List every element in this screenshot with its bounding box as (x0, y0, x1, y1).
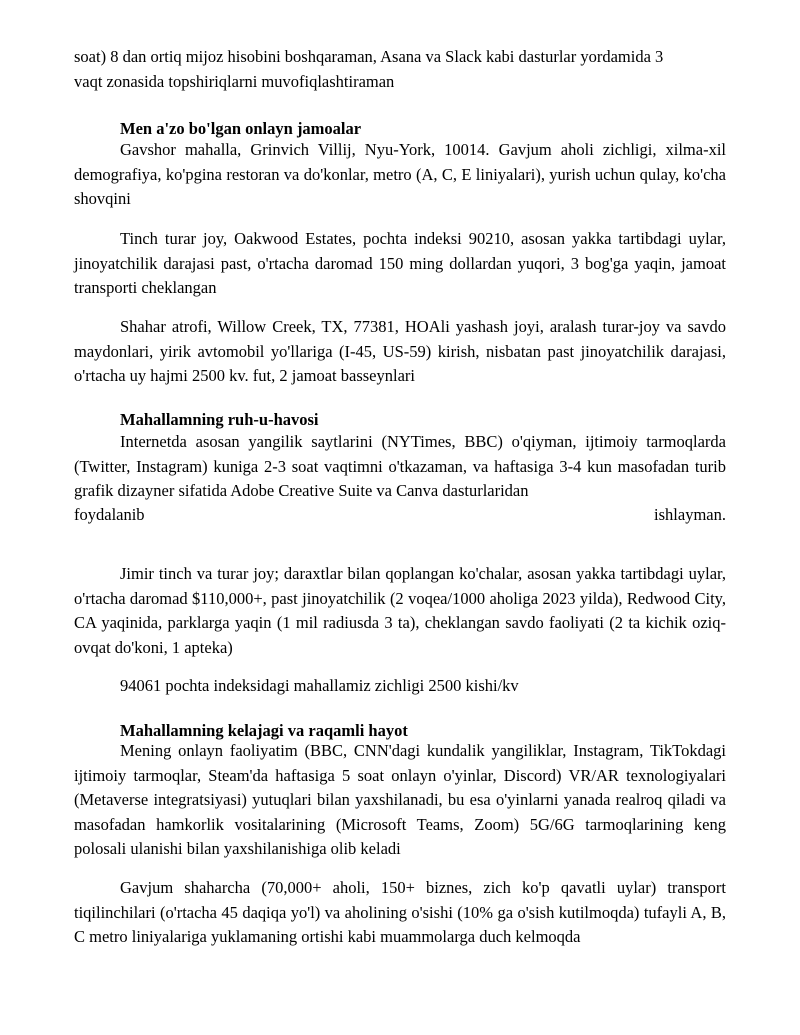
section-heading-neighborhood-vibe: Mahallamning ruh-u-havosi (120, 410, 319, 429)
last-line-left: foydalanib (74, 505, 145, 524)
paragraph-line: soat) 8 dan ortiq mijoz hisobini boshqaraman, Asana va Slack kabi dasturlar yordamida 3 (74, 47, 664, 66)
section-heading-future-digital-life: Mahallamning kelajagi va raqamli hayot (120, 721, 408, 740)
paragraph-willow-creek: Shahar atrofi, Willow Creek, TX, 77381, HOAli yashash joyi, aralash turar-joy va savdo maydonlari, yirik avtomobil yo'llariga (I-45, US-59) kirish, nisbatan past jinoyatchilik darajasi, o'rtacha uy hajmi 2500 kv. fut, 2 jamoat basseynlari (74, 317, 726, 385)
paragraph-online-future: Mening onlayn faoliyatim (BBC, CNN'dagi kundalik yangiliklar, Instagram, TikTokdagi ijtimoiy tarmoqlar, Steam'da haftasiga 5 soat onlayn o'yinlar, Discord) VR/AR texnologiyalari (Metaverse integratsiyasi) yutuqlari bilan yaxshilanadi, bu esa o'yinlarni yanada realroq qiladi va masofadan hamkorlik vositalarining (Microsoft Teams, Zoom) 5G/6G tarmoqlarining keng polosali ulanishi bilan yaxshilanishiga olib keladi (74, 741, 726, 858)
section-heading-online-communities: Men a'zo bo'lgan onlayn jamoalar (120, 119, 362, 138)
paragraph-continuation (74, 45, 726, 94)
paragraph-density: 94061 pochta indeksidagi mahallamiz zichligi 2500 kishi/kv (120, 676, 519, 695)
paragraph-oakwood-estates: Tinch turar joy, Oakwood Estates, pochta indeksi 90210, asosan yakka tartibdagi uylar, jinoyatchilik darajasi past, o'rtacha daromad 150 ming dollardan yuqori, 3 bog'ga yaqin, jamoat transporti cheklangan (74, 229, 726, 297)
paragraph-busy-town: Gavjum shaharcha (70,000+ aholi, 150+ biznes, zich ko'p qavatli uylar) transport tiqilinchilari (o'rtacha 45 daqiqa yo'l) va aholining o'sishi (10% ga o'sish kutilmoqda) tufayli A, B, C metro liniyalariga yuklamaning ortishi kabi muammolarga duch kelmoqda (74, 878, 726, 946)
last-line-right: ishlayman. (654, 505, 726, 524)
paragraph-greenwich-village: Gavshor mahalla, Grinvich Villij, Nyu-York, 10014. Gavjum aholi zichligi, xilma-xil demografiya, ko'pgina restoran va do'konlar, metro (A, C, E liniyalari), yurish uchun qulay, ko'cha shovqini (74, 140, 726, 208)
paragraph-online-activity: Internetda asosan yangilik saytlarini (NYTimes, BBC) o'qiyman, ijtimoiy tarmoqlarda (Twitter, Instagram) kuniga 2-3 soat vaqtimni o'tkazaman, va haftasiga 3-4 kun masofadan turib grafik dizayner sifatida Adobe Creative Suite va Canva dasturlaridan (74, 432, 726, 500)
paragraph-line: vaqt zonasida topshiriqlarni muvofiqlashtiraman (74, 71, 395, 91)
paragraph-quiet-residential: Jimir tinch va turar joy; daraxtlar bilan qoplangan ko'chalar, asosan yakka tartibdagi uylar, o'rtacha daromad $110,000+, past jinoyatchilik (2 voqea/1000 aholiga 2023 yilda), Redwood City, CA yaqinida, parklarga yaqin (1 mil radiusda 3 ta), cheklangan savdo faoliyati (2 ta kichik oziq-ovqat do'koni, 1 apteka) (74, 564, 726, 657)
paragraph-last-line (74, 503, 726, 528)
